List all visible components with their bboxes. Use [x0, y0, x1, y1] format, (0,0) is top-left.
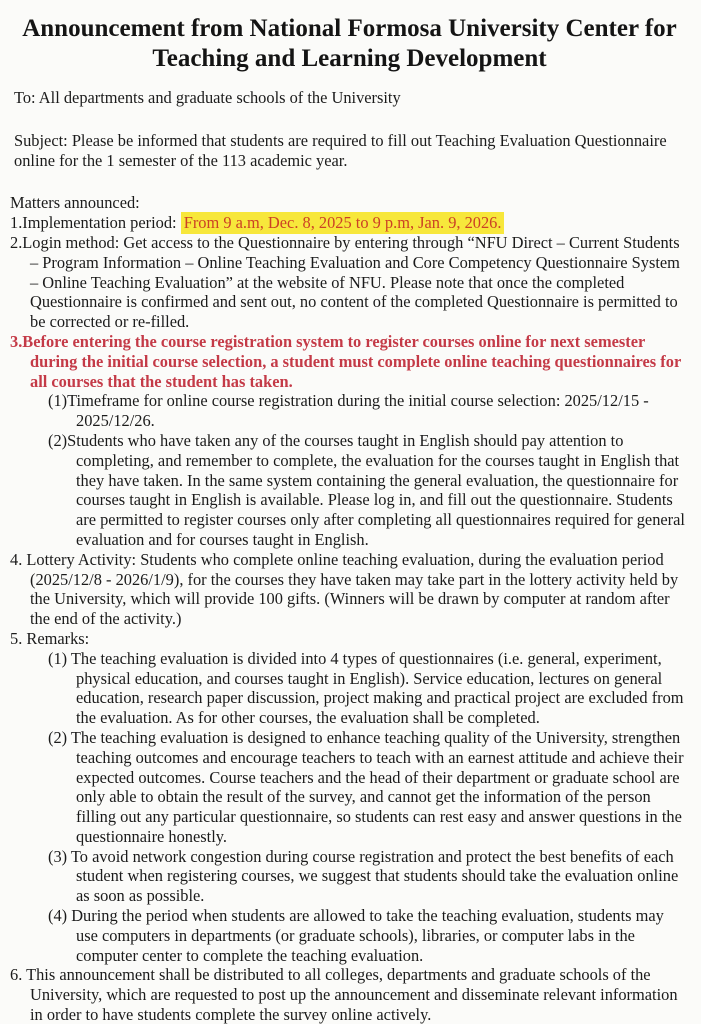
item-login-method: 2.Login method: Get access to the Questionnaire by entering through “NFU Direct – Current Students – Program Information – Online Teaching Evaluation and Core Competency Questionnaire System – Online Teaching Evaluation” at the website of NFU. Please note that once the completed Questionnaire is confirmed and sent out, no content of the completed Questionnaire is permitted to be corrected or re-filled.: [10, 232, 680, 332]
item-registration-requirement: 3.Before entering the course registration system to register courses online for next semester during the initial course selection, a student must complete online teaching questionnaires for all courses that the student has taken.: [10, 331, 681, 391]
remark-avoid-congestion: (3) To avoid network congestion during course registration and protect the best benefits of each student when registering courses, we suggest that students should take the evaluation online as soon as possible.: [48, 846, 679, 906]
implementation-period-highlight: From 9 a.m, Dec. 8, 2025 to 9 p.m, Jan. 9, 2026.: [181, 212, 505, 234]
remark-computer-access: (4) During the period when students are allowed to take the teaching evaluation, students may use computers in departments (or graduate schools), libraries, or computer labs in the computer center to complete the teaching evaluation.: [48, 906, 664, 965]
subject-line: Subject: Please be informed that students are required to fill out Teaching Evaluation Questionnaire online for the 1 semester of the 113 academic year.: [14, 130, 667, 170]
item-lottery-activity: 4. Lottery Activity: Students who complete online teaching evaluation, during the evaluation period (2025/12/8 - 2026/1/9), for the courses they have taken may take part in the lottery activity held by the University, which will provide 100 gifts. (Winners will be drawn by computer at random after the end of the activity.): [10, 549, 679, 629]
subitem-registration-timeframe: (1)Timeframe for online course registration during the initial course selection: 2025/12/15 - 2025/12/26.: [48, 391, 649, 431]
to-line: To: All departments and graduate schools of the University: [14, 88, 401, 107]
remark-evaluation-purpose: (2) The teaching evaluation is designed to enhance teaching quality of the University, strengthen teaching outcomes and encourage teachers to teach with an earnest attitude and achieve their expected outcomes. Course teachers and the head of their department or graduate school are only able to obtain the result of the survey, and cannot get the information of the person filling out any particular questionnaire, so students can rest easy and answer questions in the questionnaire honestly.: [48, 727, 684, 846]
document-title: [10, 14, 689, 74]
item-implementation-period: [10, 213, 689, 233]
matters-heading: Matters announced:: [10, 193, 140, 213]
subitem-english-course-evaluation: (2)Students who have taken any of the courses taught in English should pay attention to completing, and remember to complete, the evaluation for the courses taught in English that they have taken. In the same system containing the general evaluation, the questionnaire for courses taught in English is available. Please log in, and fill out the questionnaire. Students are permitted to register courses only after completing all questionnaires required for general evaluation and for courses taught in English.: [48, 430, 685, 549]
implementation-period-label: 1.Implementation period:: [10, 213, 181, 233]
title-line-2: Teaching and Learning Development: [152, 45, 547, 72]
remark-questionnaire-types: (1) The teaching evaluation is divided into 4 types of questionnaires (i.e. general, experiment, physical education, and courses taught in English). Service education, lectures on general education, research paper discussion, project making and practical project are excluded from the evaluation. As for other courses, the evaluation shall be completed.: [48, 648, 684, 728]
item-distribution: 6. This announcement shall be distributed to all colleges, departments and graduate schools of the University, which are requested to post up the announcement and disseminate relevant information in order to have students complete the survey online actively.: [10, 965, 678, 1024]
title-line-1: Announcement from National Formosa University Center for: [22, 15, 677, 42]
item-remarks-heading: 5. Remarks:: [10, 628, 90, 648]
